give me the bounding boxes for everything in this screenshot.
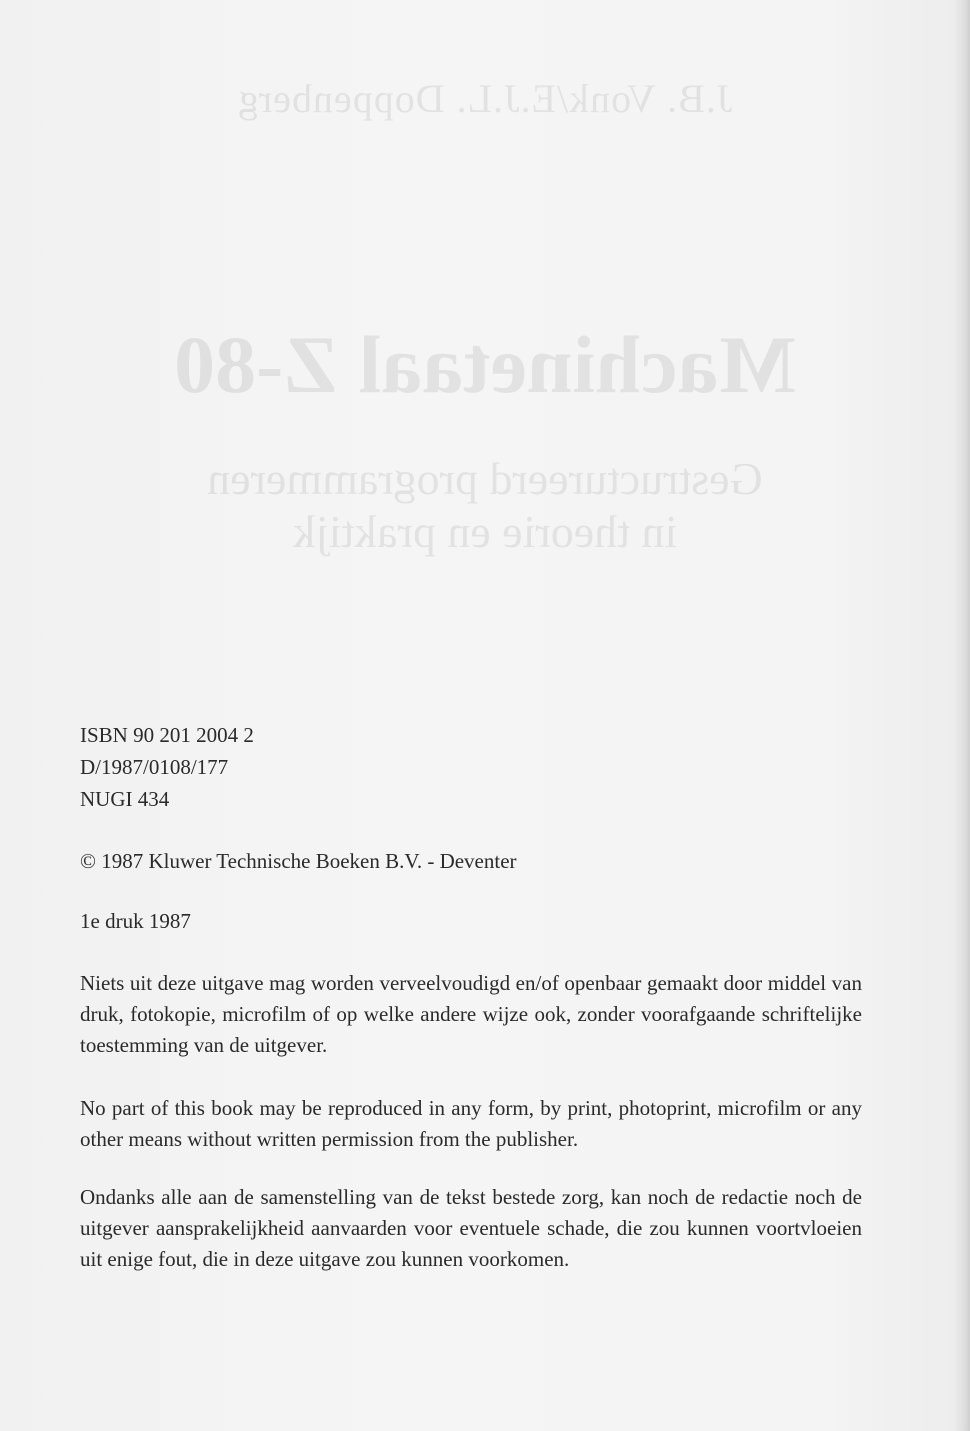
- ghost-authors: J.B. Vonk/E.J.L. Doppenberg: [237, 76, 733, 121]
- liability-disclaimer: Ondanks alle aan de samenstelling van de tekst bestede zorg, kan noch de redactie noch de uitgever aansprakelijkheid aanvaarden voor eventuele schade, die zou kunnen voortvloeien uit enige fout, die in deze uitgave zou kunnen voorkomen.: [80, 1185, 862, 1271]
- nugi-line: NUGI 434: [80, 787, 170, 811]
- edition-line: 1e druk 1987: [80, 909, 191, 933]
- depot-number-line: D/1987/0108/177: [80, 755, 229, 779]
- ghost-subtitle-line2: in theorie en praktijk: [292, 506, 678, 557]
- ghost-subtitle-line1: Gestructureerd programmeren: [207, 453, 763, 504]
- rights-notice-dutch: Niets uit deze uitgave mag worden verveelvoudigd en/of openbaar gemaakt door middel van druk, fotokopie, microfilm of op welke andere wijze ook, zonder voorafgaande schriftelijke toestemming van de uitgever.: [80, 971, 862, 1057]
- page-edge-shadow: [954, 0, 970, 1431]
- isbn-block: [80, 719, 862, 815]
- copyright-line: © 1987 Kluwer Technische Boeken B.V. - Deventer: [80, 849, 517, 873]
- reverse-page-show-through: [0, 0, 970, 600]
- ghost-title: Machinetaal Z-80: [174, 319, 796, 410]
- isbn-line: ISBN 90 201 2004 2: [80, 723, 254, 747]
- rights-notice-english: No part of this book may be reproduced in any form, by print, photoprint, microfilm or any other means without written permission from the publisher.: [80, 1096, 862, 1151]
